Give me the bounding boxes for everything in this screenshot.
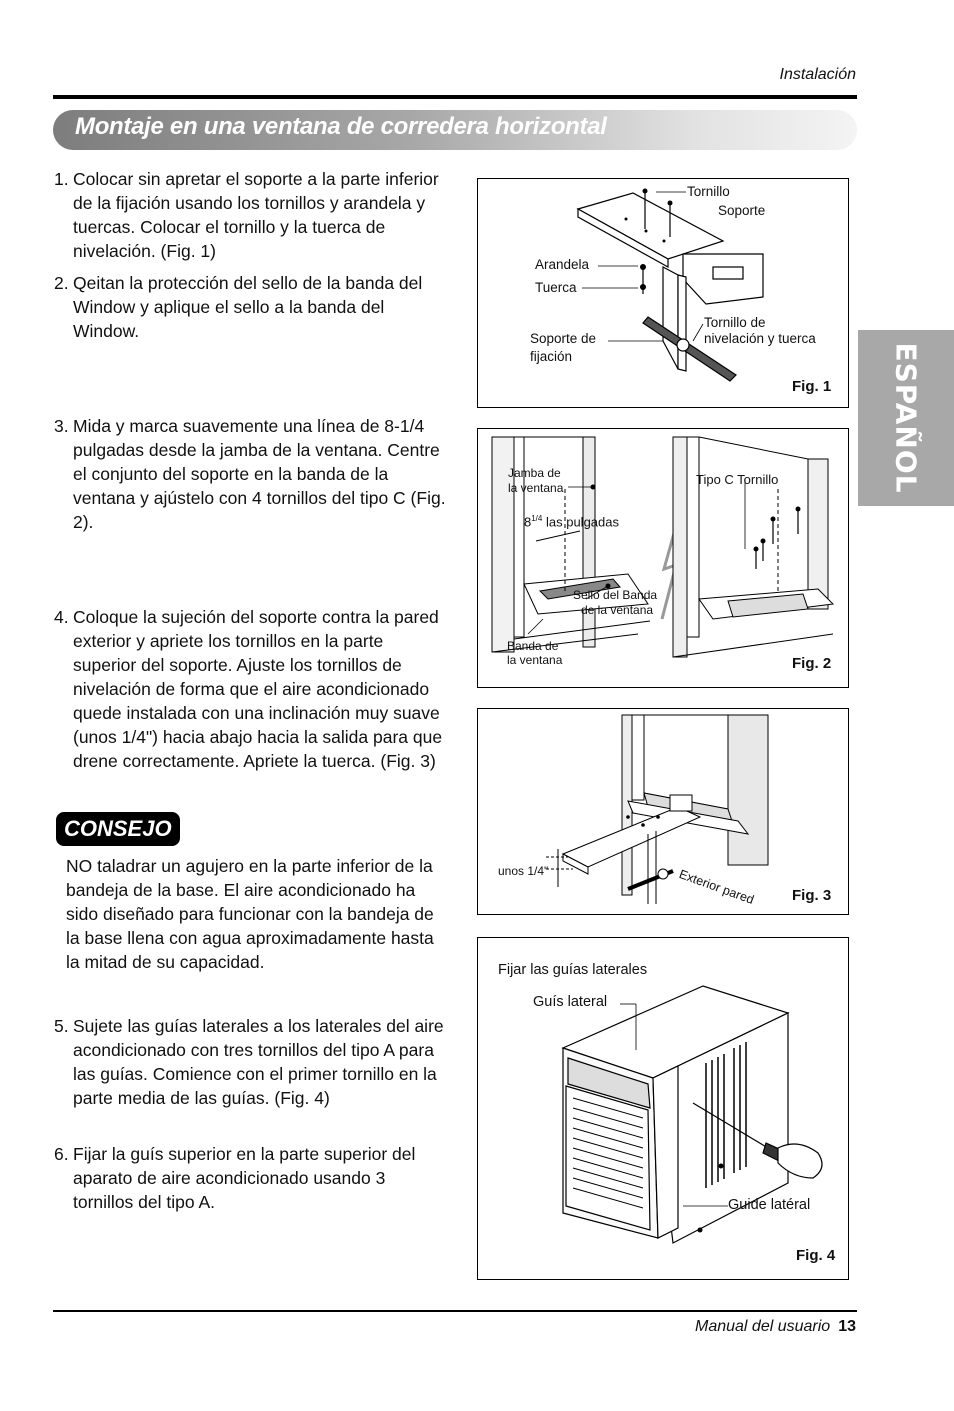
figure-1	[477, 178, 849, 408]
step-text: Sujete las guías laterales a los laterales del aire acondicionado con tres tornillos del tipo A para las guías. Comience con el primer tornillo en la parte media de las guías. (Fig. 4)	[73, 1016, 444, 1108]
fig1-label-soporte: Soporte	[718, 203, 766, 218]
bottom-rule	[53, 1310, 857, 1312]
page-number: 13	[838, 1318, 856, 1335]
consejo-badge	[56, 812, 180, 846]
fig4-label-fijar: Fijar las guías laterales	[498, 962, 648, 978]
step-number: 6.	[54, 1144, 69, 1164]
fig2-pulgadas-frac: 1/4	[531, 514, 543, 523]
step-text: Fijar la guís superior en la parte superior del aparato de aire acondicionado usando 3 tornillos del tipo A.	[73, 1144, 416, 1212]
step-number: 5.	[54, 1016, 69, 1036]
fig2-label-jamba-2: la ventana	[508, 481, 564, 495]
fig2-label-banda-2: la ventana	[507, 653, 563, 667]
fig1-label-fij-2: fijación	[530, 349, 573, 364]
fig1-number: Fig. 1	[792, 378, 832, 395]
step-text: Colocar sin apretar el soporte a la parte inferior de la fijación usando los tornillos y arandela y tuercas. Colocar el tornillo y la tuerca de nivelación. (Fig. 1)	[73, 169, 439, 261]
step-6	[54, 1142, 446, 1214]
fig2-label-tipo-c: Tipo C Tornillo	[696, 472, 779, 487]
fig3-label-unos: unos 1/4"	[498, 864, 549, 878]
step-text: Coloque la sujeción del soporte contra la pared exterior y apriete los tornillos en la parte superior del soporte. Ajuste los tornillos de nivelación de forma que el aire acondicionado quede instalada con una inclinación muy suave (unos 1/4") hacia abajo hacia la salida para que drene correctamente. Apriete la tuerca. (Fig. 3)	[73, 607, 443, 771]
fig1-label-nivel-1: Tornillo de	[704, 315, 766, 330]
fig1-label-fij-1: Soporte de	[530, 331, 597, 346]
fig1-label-tuerca: Tuerca	[535, 280, 577, 295]
language-tab	[858, 330, 954, 506]
top-rule	[53, 95, 857, 99]
fig2-label-sello-1: Sello del Banda	[573, 588, 658, 602]
fig4-number: Fig. 4	[796, 1247, 836, 1264]
fig2-label-pulgadas	[524, 512, 619, 529]
fig3-label-exterior: Exterior pared	[677, 867, 756, 908]
fig2-label-sello-2: de la ventana	[581, 603, 654, 617]
figure-3	[477, 708, 849, 915]
language-tab-label: ESPAÑOL	[889, 342, 923, 494]
fig1-label-tornillo: Tornillo	[687, 184, 730, 199]
figure-2	[477, 428, 849, 688]
step-5	[54, 1014, 446, 1110]
consejo-label: CONSEJO	[64, 816, 172, 841]
exterior-support-illustration	[478, 709, 849, 915]
footer-manual-label: Manual del usuario	[695, 1318, 831, 1335]
step-text: Mida y marca suavemente una línea de 8-1/4 pulgadas desde la jamba de la ventana. Centre el conjunto del soporte en la banda de la ventana y ajústelo con 4 tornillos del tipo C (Fig. 2).	[73, 416, 446, 532]
step-text: Qeitan la protección del sello de la banda del Window y aplique el sello a la banda del Window.	[73, 273, 423, 341]
fig4-label-guide: Guide latéral	[728, 1197, 811, 1213]
step-number: 1.	[54, 169, 69, 189]
step-3	[54, 414, 446, 534]
step-number: 2.	[54, 273, 69, 293]
step-2	[54, 271, 446, 343]
step-number: 4.	[54, 607, 69, 627]
consejo-text: NO taladrar un agujero en la parte inferior de la bandeja de la base. El aire acondicionado ha sido diseñado para funcionar con la bandeja de la base llena con agua aproximadamente hasta la mitad de su capacidad.	[66, 856, 434, 972]
fig1-label-arandela: Arandela	[535, 257, 590, 272]
fig2-pulgadas-whole: 8	[524, 514, 532, 530]
fig3-number: Fig. 3	[792, 887, 832, 904]
fig4-label-guis: Guís lateral	[533, 994, 608, 1010]
fig2-label-jamba-1: Jamba de	[508, 466, 561, 480]
air-conditioner-illustration	[478, 938, 849, 1280]
step-1	[54, 167, 446, 263]
footer	[695, 1318, 856, 1336]
fig1-label-nivel-2: nivelación y tuerca	[704, 331, 816, 346]
bracket-illustration	[478, 179, 849, 408]
page-title: Montaje en una ventana de corredera horizontal	[75, 113, 607, 140]
fig2-label-banda-1: Banda de	[507, 639, 559, 653]
section-header: Instalación	[779, 66, 856, 83]
fig2-pulgadas-text: las pulgadas	[545, 514, 619, 530]
figure-4	[477, 937, 849, 1280]
step-number: 3.	[54, 416, 69, 436]
fig2-number: Fig. 2	[792, 655, 832, 672]
step-4	[54, 605, 446, 773]
